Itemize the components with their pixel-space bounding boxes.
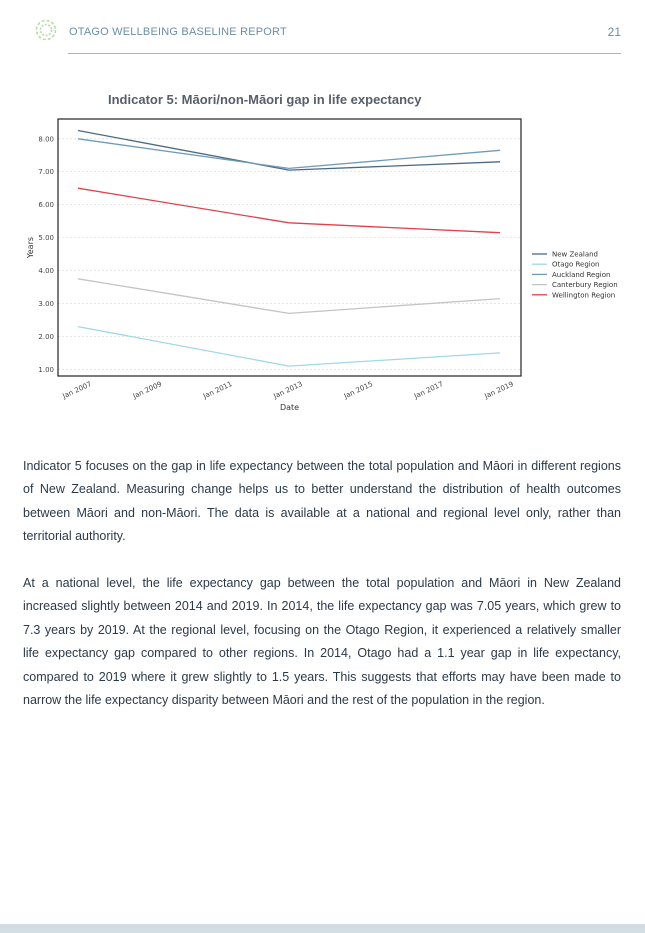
footer-bar <box>0 924 645 933</box>
x-axis-label: Date <box>279 403 300 412</box>
y-tick-label: 2.00 <box>38 332 54 341</box>
x-tick-label: Jan 2009 <box>131 380 164 401</box>
x-tick-label: Jan 2015 <box>342 380 375 401</box>
legend-entry: Otago Region <box>552 260 600 269</box>
series-line <box>78 188 500 233</box>
paragraph-national-regional-analysis: At a national level, the life expectancy gap between the total population and Māori in New Zealand increased slightly between 2014 and 2019. In 2014, the life expectancy gap was 7.05 years, which grew to 7.3 years by 2019. At the regional level, focusing on the Otago Region, it experienced a relatively smaller life expectancy gap compared to other regions. In 2014, Otago had a 1.1 year gap in life expectancy, compared to 2019 where it grew slightly to 1.5 years. This suggests that efforts may have been made to narrow the life expectancy disparity between Māori and the rest of the population in the region. <box>23 576 621 708</box>
x-tick-label: Jan 2007 <box>61 380 93 401</box>
y-tick-label: 3.00 <box>38 300 54 309</box>
y-tick-label: 1.00 <box>38 365 54 374</box>
chart-legend <box>532 251 618 300</box>
y-tick-label: 7.00 <box>38 168 54 177</box>
y-axis-ticks <box>38 135 54 374</box>
x-tick-label: Jan 2017 <box>413 380 445 401</box>
life-expectancy-gap-chart <box>0 0 645 420</box>
chart-title: Indicator 5: Māori/non-Māori gap in life expectancy <box>108 92 422 107</box>
series-line <box>78 131 500 171</box>
y-tick-label: 5.00 <box>38 234 54 243</box>
series-line <box>78 327 500 367</box>
series-line <box>78 279 500 314</box>
report-title: OTAGO WELLBEING BASELINE REPORT <box>69 26 287 38</box>
legend-entry: Wellington Region <box>552 291 616 300</box>
y-axis-label: Years <box>26 236 35 259</box>
x-tick-label: Jan 2013 <box>272 380 304 401</box>
y-tick-label: 8.00 <box>38 135 54 144</box>
x-tick-label: Jan 2019 <box>483 380 515 401</box>
y-tick-label: 4.00 <box>38 267 54 276</box>
x-tick-label: Jan 2011 <box>202 380 234 401</box>
page-number: 21 <box>607 25 621 39</box>
chart-series <box>78 131 500 367</box>
paragraph-indicator-overview: Indicator 5 focuses on the gap in life expectancy between the total population and Māori in different regions of New Zealand. Measuring change helps us to better understand the distribution of health outcomes between Māori and non-Māori. The data is available at a national and regional level only, rather than territorial authority. <box>23 459 621 544</box>
plot-area-frame <box>58 119 521 376</box>
legend-entry: Canterbury Region <box>552 281 618 290</box>
y-tick-label: 6.00 <box>38 201 54 210</box>
legend-entry: Auckland Region <box>552 270 611 279</box>
chart-gridlines <box>58 139 521 370</box>
x-axis-ticks <box>61 380 515 401</box>
legend-entry: New Zealand <box>552 250 598 259</box>
